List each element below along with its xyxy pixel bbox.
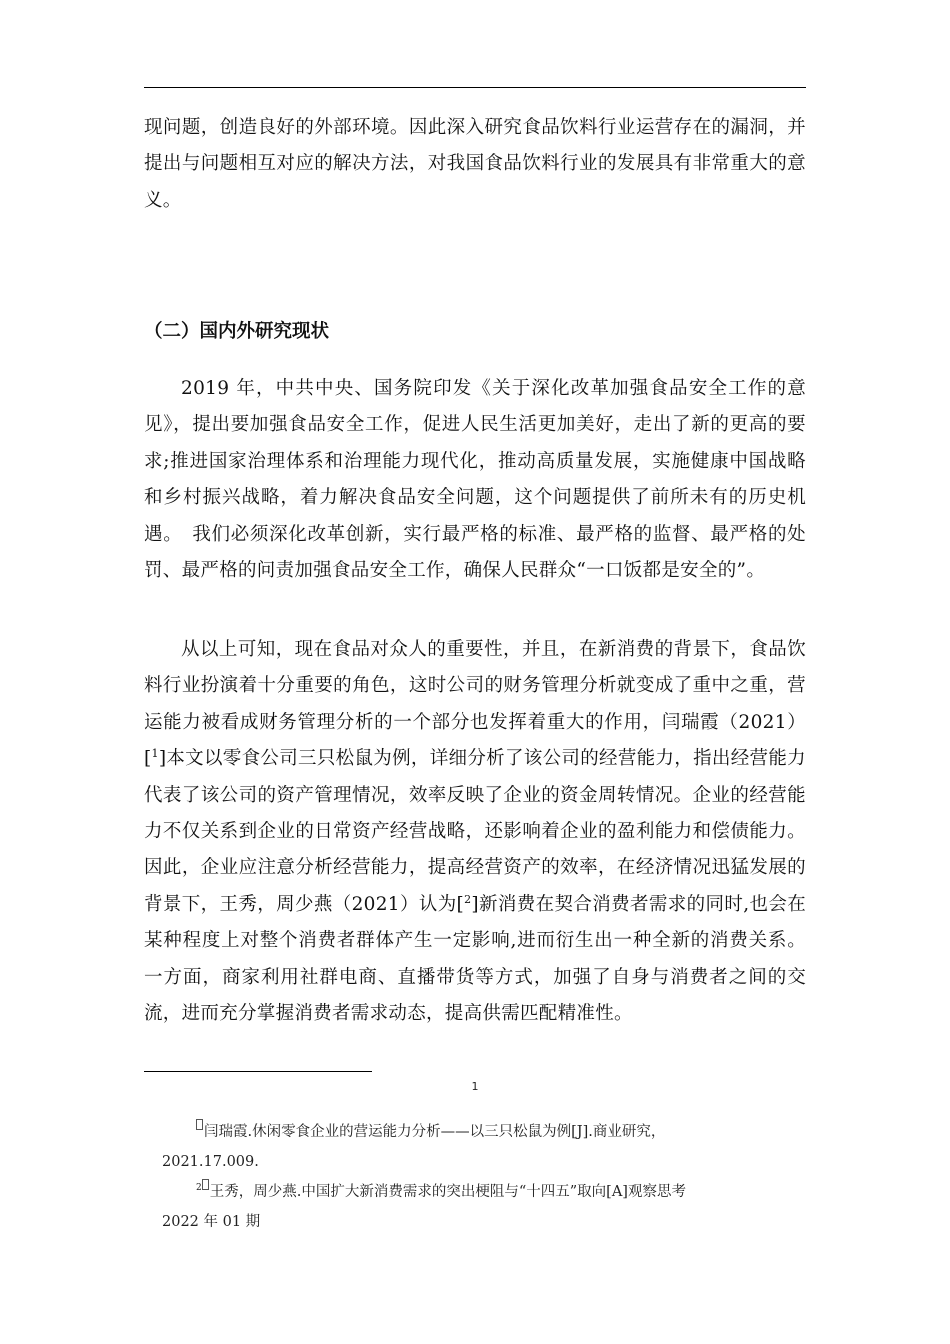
footnote-1-text: 闫瑞霞.休闲零食企业的营运能力分析——以三只松鼠为例[J].商业研究， [204,1124,666,1140]
paragraph-literature-part-b: ]本文以零食公司三只松鼠为例，详细分析了该公司的经营能力，指出经营能力代表了该公司的资产管理情况，效率反映了企业的资金周转情况。企业的经营能力不仅关系到企业的日常资产经营战略，还影响着企业的盈利能力和偿债能力。因此，企业应注意分析经营能力，提高经营资产的效率，在经济情况迅猛发展的背景下，王秀，周少燕（2021）认为[ [144,748,806,915]
section-heading: （二）国内外研究现状 [144,321,330,342]
footnote-1-continuation: 2021.17.009. [162,1154,259,1170]
footnote-marker-glyph [196,1119,203,1130]
footnote-1 [144,1117,806,1177]
footnote-2-continuation: 2022 年 01 期 [162,1214,261,1230]
paragraph-policy: 2019 年，中共中央、国务院印发《关于深化改革加强食品安全工作的意见》，提出要加强食品安全工作，促进人民生活更加美好，走出了新的更高的要求;推进国家治理体系和治理能力现代化，推动高质量发展，实施健康中国战略和乡村振兴战略，着力解决食品安全问题，这个问题提供了前所未有的历史机遇。 我们必须深化改革创新，实行最严格的标准、最严格的监督、最严格的处罚、最严格的问责加强食品安全工作，确保人民群众“一口饭都是安全的”。 [144,378,806,582]
header-rule [144,87,806,88]
paragraph-literature [144,632,806,1032]
paragraph-literature-part-c: ]新消费在契合消费者需求的同时,也会在某种程度上对整个消费者群体产生一定影响,进而衍生出一种全新的消费关系。一方面，商家利用社群电商、直播带货等方式，加强了自身与消费者之间的交流，进而充分掌握消费者需求动态，提高供需匹配精准性。 [144,893,807,1025]
footnote-2-text: 王秀，周少燕.中国扩大新消费需求的突出梗阻与“十四五”取向[A]观察思考 [209,1184,686,1200]
footnote-2-number: 2 [196,1183,202,1194]
paragraph-literature-part-a: 从以上可知，现在食品对众人的重要性，并且，在新消费的背景下，食品饮料行业扮演着十分重要的角色，这时公司的财务管理分析就变成了重中之重，营运能力被看成财务管理分析的一个部分也发挥着重大的作用，闫瑞霞（2021）[ [144,639,806,770]
page-number: 1 [471,1080,479,1093]
citation-ref-1: 1 [151,747,159,761]
footnote-separator [144,1071,372,1072]
footnote-marker-glyph [202,1179,209,1190]
footnote-2 [144,1177,806,1237]
intro-paragraph-end: 现问题，创造良好的外部环境。因此深入研究食品饮料行业运营存在的漏洞，并提出与问题相互对应的解决方法，对我国食品饮料行业的发展具有非常重大的意义。 [144,117,806,211]
citation-ref-2: 2 [464,892,472,906]
